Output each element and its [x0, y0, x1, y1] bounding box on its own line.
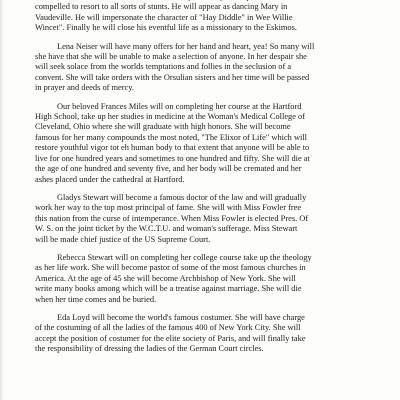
text-line: Eda Loyd will become the world's famous costumer. She will have charge	[57, 312, 305, 322]
text-line: Gladys Stewart will become a famous doctor of the law and will gradually	[57, 192, 307, 202]
text-line: Wincet". Finally he will close his eventful life as a missionary to the Eskimos.	[35, 23, 297, 33]
text-line: the age of one hundred and seventy five, and her body will be cremated and her	[35, 164, 302, 174]
document-body	[35, 0, 362, 363]
paragraph-lena-neiser	[35, 42, 362, 94]
text-line: Rebecca Stewart will on completing her college course take up the theology	[57, 252, 312, 262]
text-line: America. At the age of 45 she will become Archbishop of New York. She will	[35, 273, 296, 283]
text-line: in prayer and deeds of mercy.	[35, 83, 134, 93]
scan-edge	[0, 0, 4, 400]
text-line: live for one hundred years and sometimes to one hundred and fifty. She will die at	[35, 153, 310, 163]
paragraph-rebecca-stewart	[35, 253, 362, 305]
text-line: when her time comes and be buried.	[35, 294, 157, 304]
text-line: Cleveland, Ohio where she will graduate with high honors. She will become	[35, 122, 291, 132]
text-line: will be made chief justice of the US Supreme Court.	[35, 234, 211, 244]
text-line: of the costuming of all the ladies of the famous 400 of New York City. She will	[35, 323, 301, 333]
text-line: restore youthful vigor tot eh human body to that extent that anyone will be able to	[35, 143, 310, 153]
text-line: compelled to resort to all sorts of stunts. He will appear as dancing Mary in	[35, 2, 288, 12]
paragraph-eda-loyd	[35, 313, 362, 355]
text-line: convent. She will take orders with the Orsulian sisters and her time will be passed	[35, 72, 310, 82]
text-line: will seek solace from the worlds temptations and follies in the seclusion of a	[35, 62, 292, 72]
text-line: the responsibility of dressing the ladies of the German Court circles.	[35, 344, 264, 354]
text-line: work her way to the top most principal of fame. She will with Miss Fowler free	[35, 203, 302, 213]
text-line: Vaudeville. He will impersonate the character of "Hay Diddle" in Wee Willie	[35, 12, 293, 22]
paragraph-continuation	[35, 0, 362, 34]
paragraph-frances-miles	[35, 102, 362, 185]
text-line: as her life work. She will become pastor of some of the most famous churches in	[35, 263, 306, 273]
text-line: Lena Neiser will have many offers for her hand and heart, yea! So many will	[57, 41, 315, 51]
text-line: write many books among which will be a treatise against marriage. She will die	[35, 284, 302, 294]
text-line: famous for her many compounds the most noted, "The Elixor of Life" which will	[35, 132, 307, 142]
text-line: Our beloved Frances Miles will on completing her course at the Hartford	[57, 101, 302, 111]
text-line: this nation from the curse of intemperance. When Miss Fowler is elected Pres. Of	[35, 213, 309, 223]
text-line: W. S. on the joint ticket by the W.C.T.U. and woman's sufferage. Miss Stewart	[35, 224, 298, 234]
text-line: High School, take up her studies in medicine at the Woman's Medical College of	[35, 112, 306, 122]
paragraph-gladys-stewart	[35, 193, 362, 245]
text-line: she have that she will be unable to make a selection of anyone. In her despair she	[35, 52, 307, 62]
text-line: ashes placed under the cathedral at Hartford.	[35, 174, 185, 184]
text-line: accept the position of costumer for the elite society of Paris, and will finally take	[35, 333, 306, 343]
